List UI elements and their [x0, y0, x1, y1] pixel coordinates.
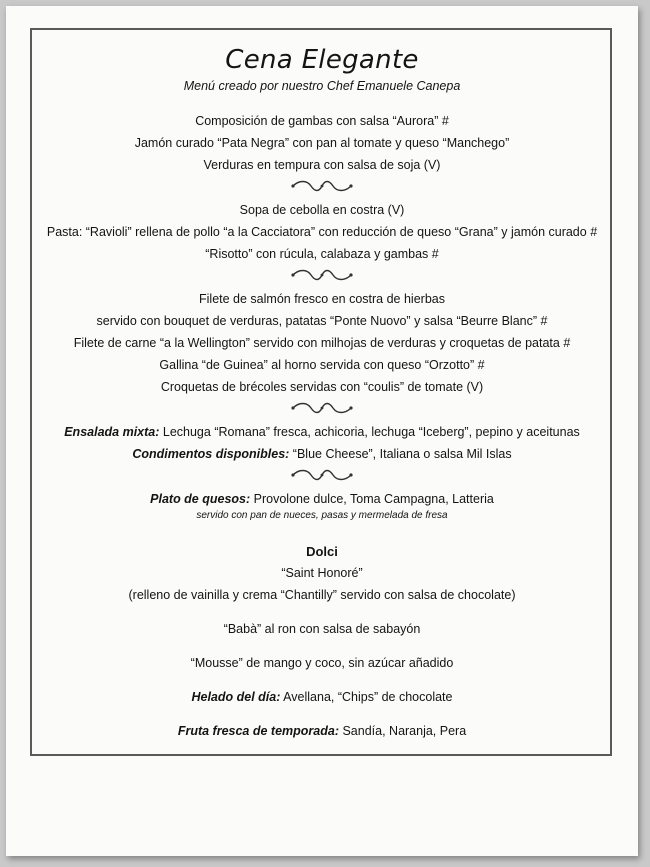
menu-subtitle: Menú creado por nuestro Chef Emanuele Canepa [183, 79, 461, 93]
condimentos-line [36, 443, 608, 465]
menu-item: Jamón curado “Pata Negra” con pan al tomate y queso “Manchego” [134, 136, 510, 150]
dolci-section [36, 542, 608, 742]
quesos-section [36, 488, 608, 524]
menu-item: Croquetas de brécoles servidas con “coulis” de tomate (V) [160, 380, 484, 394]
helado-label: Helado del día: [191, 690, 281, 704]
menu-item: “Babà” al ron con salsa de sabayón [223, 622, 421, 636]
menu-page [6, 6, 638, 856]
ensalada-text: Lechuga “Romana” fresca, achicoria, lechuga “Iceberg”, pepino y aceitunas [159, 425, 580, 439]
menu-item: servido con bouquet de verduras, patatas “Ponte Nuovo” y salsa “Beurre Blanc” # [96, 314, 548, 328]
antipasti-section [36, 110, 608, 176]
menu-item: “Saint Honoré” [281, 566, 363, 580]
fruta-line [36, 720, 608, 742]
ensalada-section [36, 421, 608, 465]
fruta-label: Fruta fresca de temporada: [177, 724, 339, 738]
quesos-line [36, 488, 608, 510]
menu-item: Filete de carne “a la Wellington” servido con milhojas de verduras y croquetas de patata # [73, 336, 571, 350]
primi-section [36, 199, 608, 265]
menu-border [30, 28, 612, 756]
ornament-divider-icon [289, 468, 355, 482]
quesos-note: servido con pan de nueces, pasas y mermelada de fresa [196, 510, 448, 521]
secondi-section [36, 288, 608, 398]
ornament-divider-icon [289, 268, 355, 282]
menu-item: Filete de salmón fresco en costra de hierbas [199, 292, 445, 306]
helado-line [36, 686, 608, 708]
ensalada-label: Ensalada mixta: [64, 425, 160, 439]
dolci-heading: Dolci [306, 544, 338, 559]
menu-item: Gallina “de Guinea” al horno servida con queso “Orzotto” # [159, 358, 485, 372]
condimentos-text: “Blue Cheese”, Italiana o salsa Mil Islas [289, 447, 512, 461]
helado-text: Avellana, “Chips” de chocolate [280, 690, 453, 704]
ornament-divider-icon [289, 401, 355, 415]
menu-item: “Risotto” con rúcula, calabaza y gambas # [205, 247, 439, 261]
fruta-text: Sandía, Naranja, Pera [339, 724, 467, 738]
menu-item: Composición de gambas con salsa “Aurora” # [195, 114, 449, 128]
menu-item: Pasta: “Ravioli” rellena de pollo “a la Cacciatora” con reducción de queso “Grana” y jamón curado # [46, 225, 598, 239]
menu-item: “Mousse” de mango y coco, sin azúcar añadido [190, 656, 454, 670]
quesos-text: Provolone dulce, Toma Campagna, Latteria [250, 492, 494, 506]
menu-content [36, 30, 608, 742]
condimentos-label: Condimentos disponibles: [132, 447, 290, 461]
menu-title: Cena Elegante [225, 45, 419, 75]
menu-item-note: (relleno de vainilla y crema “Chantilly” servido con salsa de chocolate) [128, 588, 516, 602]
menu-item: Verduras en tempura con salsa de soja (V) [203, 158, 441, 172]
menu-item: Sopa de cebolla en costra (V) [239, 203, 405, 217]
ornament-divider-icon [289, 179, 355, 193]
ensalada-line [36, 421, 608, 443]
quesos-label: Plato de quesos: [150, 492, 251, 506]
